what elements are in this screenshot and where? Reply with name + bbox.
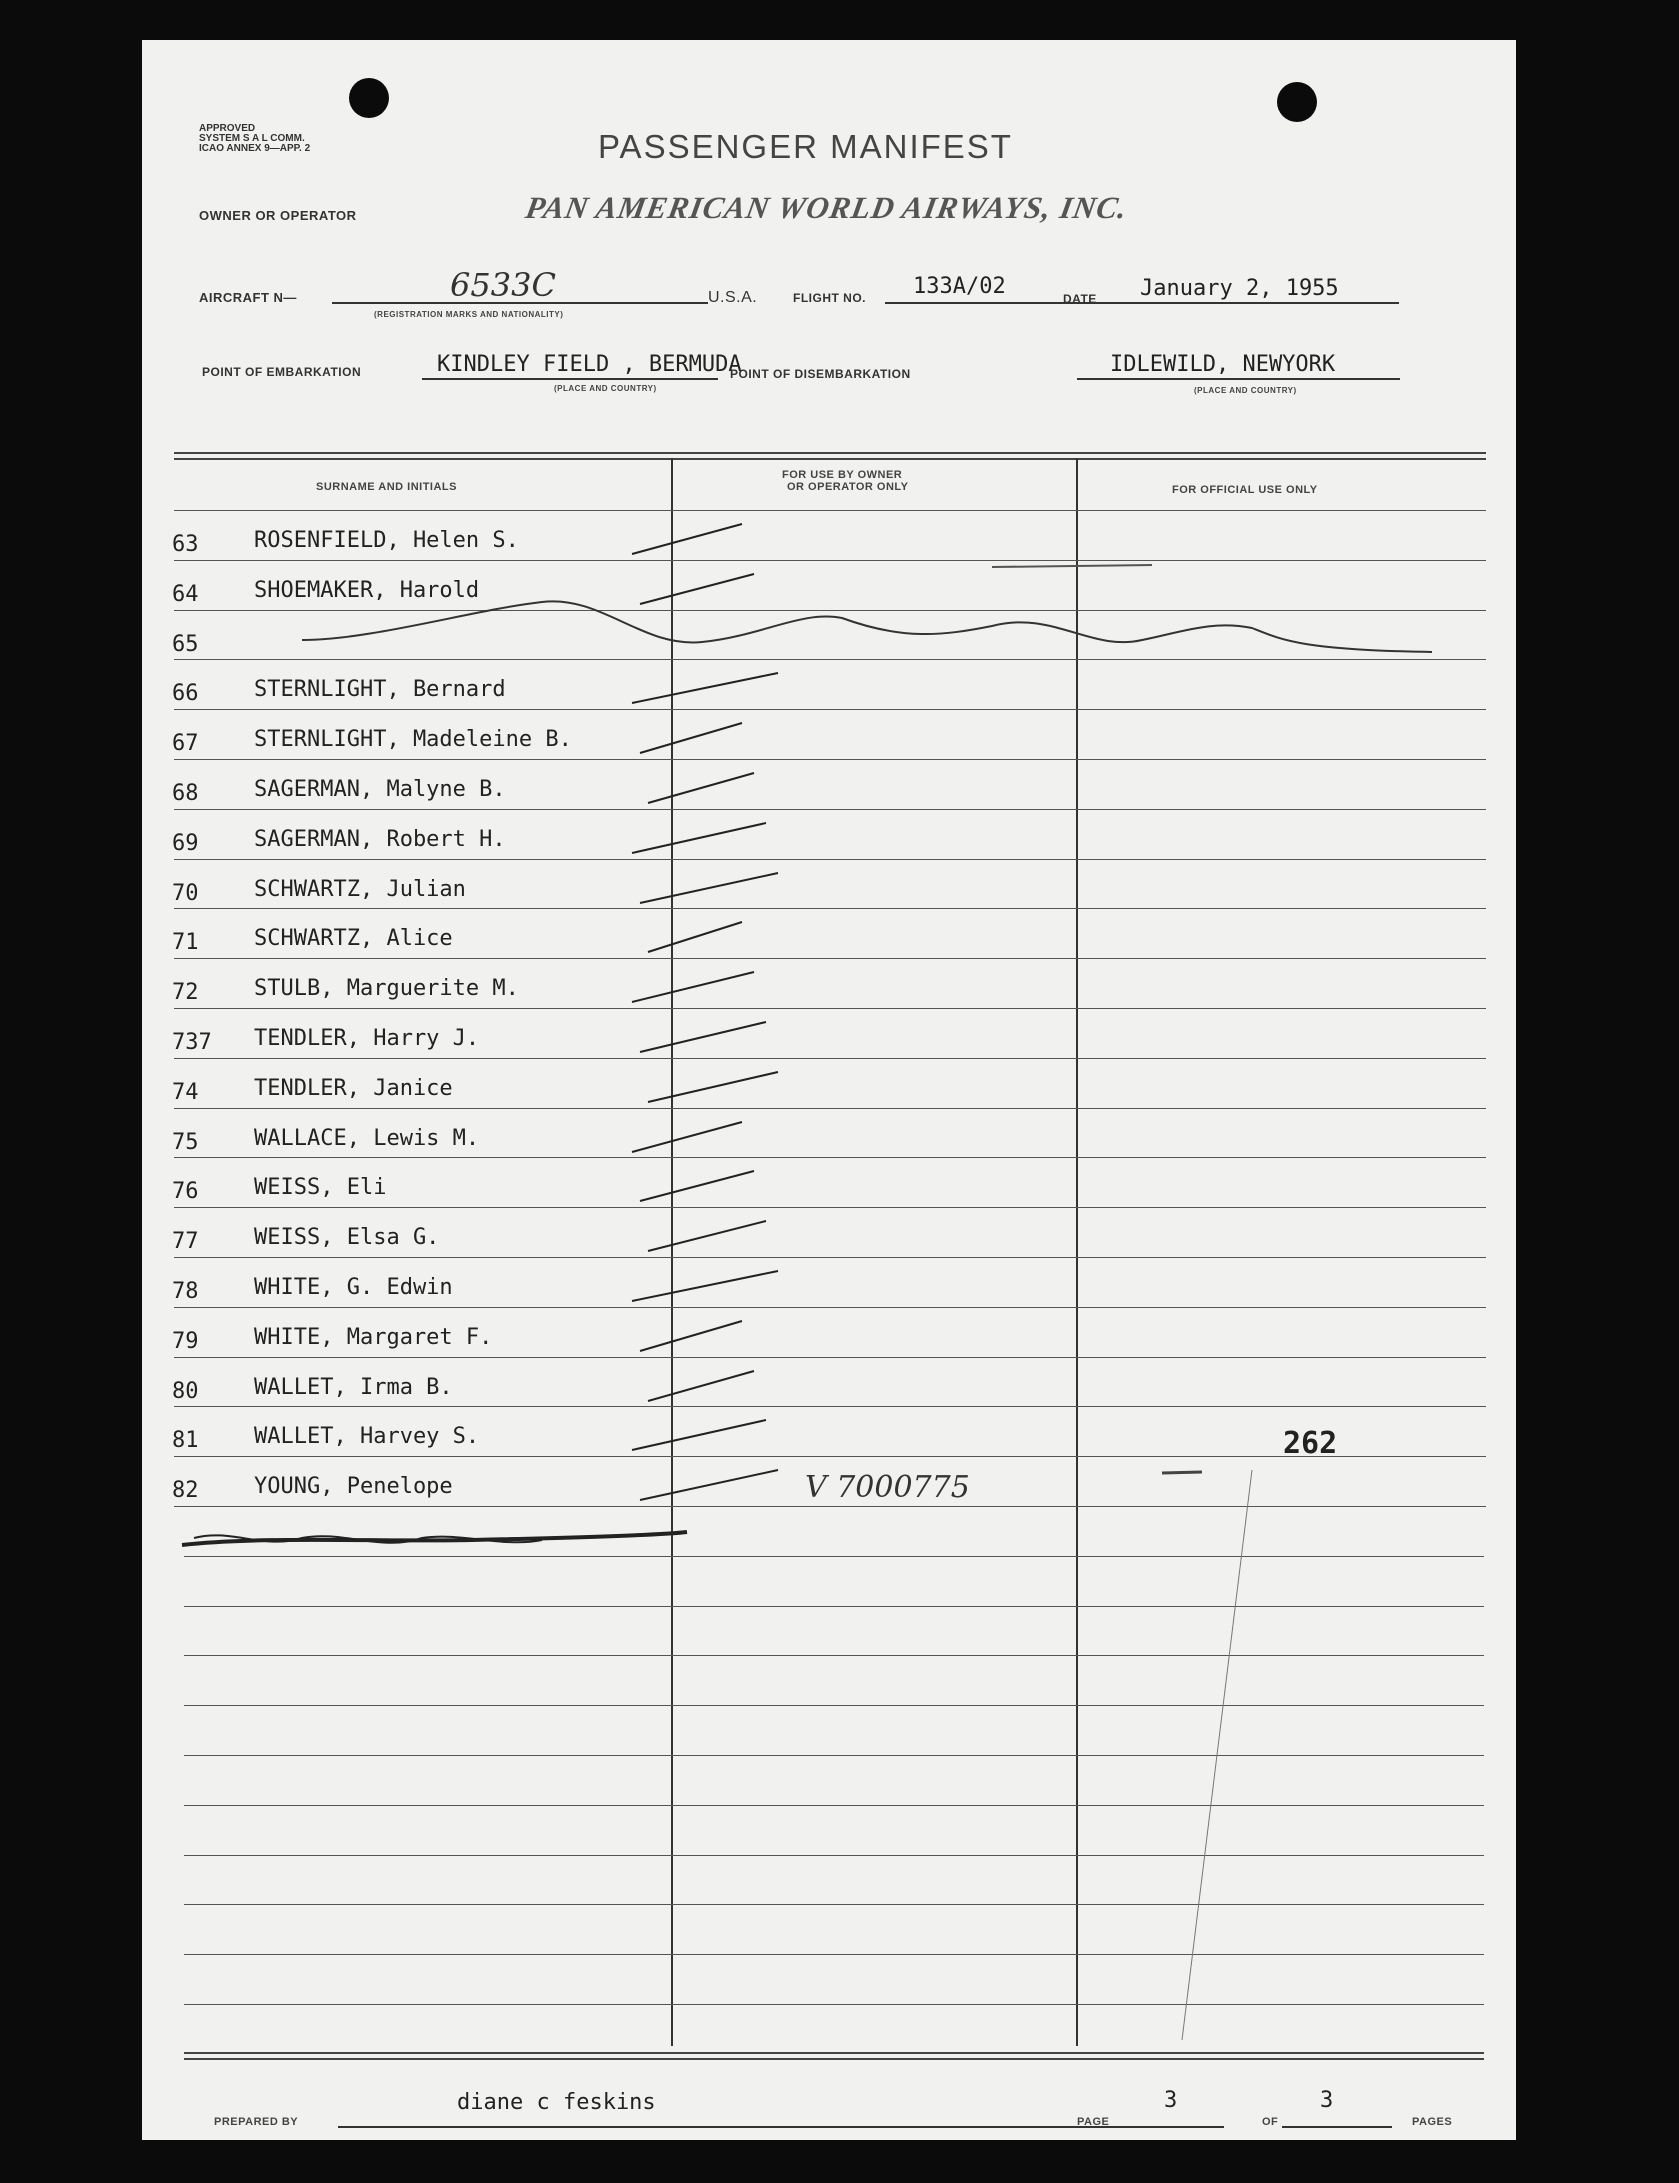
passenger-number: 79 — [172, 1329, 199, 1354]
passenger-number: 65 — [172, 632, 199, 657]
stray-pencil-line — [1182, 1470, 1252, 2040]
check-mark — [632, 972, 754, 1002]
row-65-scribble — [302, 601, 1432, 652]
check-mark — [640, 873, 778, 903]
passenger-name: TENDLER, Harry J. — [254, 1026, 480, 1051]
passenger-name: SAGERMAN, Malyne B. — [254, 777, 506, 802]
prepared-by-label: PREPARED BY — [214, 2116, 299, 2128]
passenger-number: 77 — [172, 1229, 199, 1254]
prepared-by-value: diane c feskins — [457, 2090, 656, 2115]
table-bottom-line-2 — [184, 2058, 1484, 2060]
passenger-name: WHITE, Margaret F. — [254, 1325, 493, 1350]
official-column-header: FOR OFFICIAL USE ONLY — [1172, 484, 1318, 496]
of-underline — [1282, 2126, 1392, 2128]
passenger-name: WALLET, Harvey S. — [254, 1424, 480, 1449]
of-value: 3 — [1320, 2088, 1334, 2113]
date-value: January 2, 1955 — [1140, 276, 1339, 301]
flight-label: FLIGHT NO. — [793, 291, 866, 305]
official-note: 262 — [1283, 1426, 1338, 1461]
passenger-number: 737 — [172, 1030, 212, 1055]
check-marks — [632, 524, 778, 1500]
passenger-name: WEISS, Eli — [254, 1175, 387, 1200]
passenger-name: SHOEMAKER, Harold — [254, 578, 480, 603]
page-title: PASSENGER MANIFEST — [598, 128, 1013, 165]
passenger-name: WHITE, G. Edwin — [254, 1275, 453, 1300]
check-mark — [648, 922, 742, 952]
check-mark — [648, 1371, 754, 1401]
passenger-name: STERNLIGHT, Bernard — [254, 677, 506, 702]
passenger-number: 78 — [172, 1279, 199, 1304]
aircraft-sublabel: (REGISTRATION MARKS AND NATIONALITY) — [374, 310, 564, 319]
page-value: 3 — [1164, 2088, 1178, 2113]
passenger-number: 71 — [172, 930, 199, 955]
passenger-name: TENDLER, Janice — [254, 1076, 453, 1101]
stray-mark — [992, 565, 1152, 567]
check-mark — [648, 773, 754, 803]
passenger-name: ROSENFIELD, Helen S. — [254, 528, 519, 553]
disembarkation-label: POINT OF DISEMBARKATION — [730, 367, 911, 381]
owner-label: OWNER OR OPERATOR — [199, 208, 357, 223]
passenger-name: STULB, Marguerite M. — [254, 976, 519, 1001]
passenger-number: 75 — [172, 1130, 199, 1155]
check-mark — [632, 524, 742, 554]
owner-column-header-1: FOR USE BY OWNER — [782, 469, 903, 481]
check-mark — [640, 1171, 754, 1201]
of-label: OF — [1262, 2116, 1279, 2128]
disembarkation-value: IDLEWILD, NEWYORK — [1110, 352, 1336, 377]
owner-note: V 7000775 — [805, 1470, 970, 1505]
approval-line-1: APPROVED — [199, 123, 256, 134]
embarkation-label: POINT OF EMBARKATION — [202, 365, 362, 379]
passenger-number: 67 — [172, 731, 199, 756]
check-mark — [640, 1470, 778, 1500]
approval-line-3: ICAO ANNEX 9—APP. 2 — [199, 143, 311, 154]
embarkation-sublabel: (PLACE AND COUNTRY) — [554, 384, 657, 393]
usa-label: U.S.A. — [708, 289, 758, 306]
page-label: PAGE — [1077, 2116, 1110, 2128]
disembarkation-sublabel: (PLACE AND COUNTRY) — [1194, 386, 1297, 395]
handwritten-marks — [142, 40, 1516, 2140]
table-bottom-line-1 — [184, 2052, 1484, 2054]
check-mark — [632, 673, 778, 703]
check-mark — [648, 1221, 766, 1251]
passenger-number: 68 — [172, 781, 199, 806]
manifest-sheet — [142, 40, 1516, 2140]
passenger-number: 80 — [172, 1379, 199, 1404]
company-name: PAN AMERICAN WORLD AIRWAYS, INC. — [523, 190, 1131, 225]
check-mark — [632, 1420, 766, 1450]
passenger-number: 69 — [172, 831, 199, 856]
passenger-name: YOUNG, Penelope — [254, 1474, 453, 1499]
check-mark — [632, 1271, 778, 1301]
passenger-number: 64 — [172, 582, 199, 607]
check-mark — [632, 823, 766, 853]
embarkation-value: KINDLEY FIELD , BERMUDA — [437, 352, 742, 377]
approval-line-2: SYSTEM S A L COMM. — [199, 133, 305, 144]
stray-mark-2 — [1162, 1472, 1202, 1473]
check-mark — [640, 574, 754, 604]
check-mark — [640, 1022, 766, 1052]
passenger-name: WEISS, Elsa G. — [254, 1225, 440, 1250]
passenger-number: 66 — [172, 681, 199, 706]
passenger-number: 74 — [172, 1080, 199, 1105]
check-mark — [640, 1321, 742, 1351]
passenger-name: WALLACE, Lewis M. — [254, 1126, 480, 1151]
passenger-name: SAGERMAN, Robert H. — [254, 827, 506, 852]
passenger-number: 70 — [172, 881, 199, 906]
passenger-number: 72 — [172, 980, 199, 1005]
pages-label: PAGES — [1412, 2116, 1453, 2128]
passenger-number: 81 — [172, 1428, 199, 1453]
check-mark — [640, 723, 742, 753]
check-mark — [648, 1072, 778, 1102]
passenger-number: 63 — [172, 532, 199, 557]
passenger-number: 76 — [172, 1179, 199, 1204]
aircraft-label: AIRCRAFT N— — [199, 290, 297, 305]
aircraft-value: 6533C — [450, 266, 556, 304]
passenger-name: SCHWARTZ, Alice — [254, 926, 453, 951]
surname-column-header: SURNAME AND INITIALS — [316, 481, 457, 493]
date-label: DATE — [1063, 292, 1097, 306]
passenger-name: SCHWARTZ, Julian — [254, 877, 466, 902]
strike-through-line — [182, 1532, 687, 1545]
passenger-name: STERNLIGHT, Madeleine B. — [254, 727, 572, 752]
flight-value: 133A/02 — [913, 274, 1006, 299]
passenger-number: 82 — [172, 1478, 199, 1503]
passenger-name: WALLET, Irma B. — [254, 1375, 453, 1400]
check-mark — [632, 1122, 742, 1152]
owner-column-header-2: OR OPERATOR ONLY — [787, 481, 909, 493]
